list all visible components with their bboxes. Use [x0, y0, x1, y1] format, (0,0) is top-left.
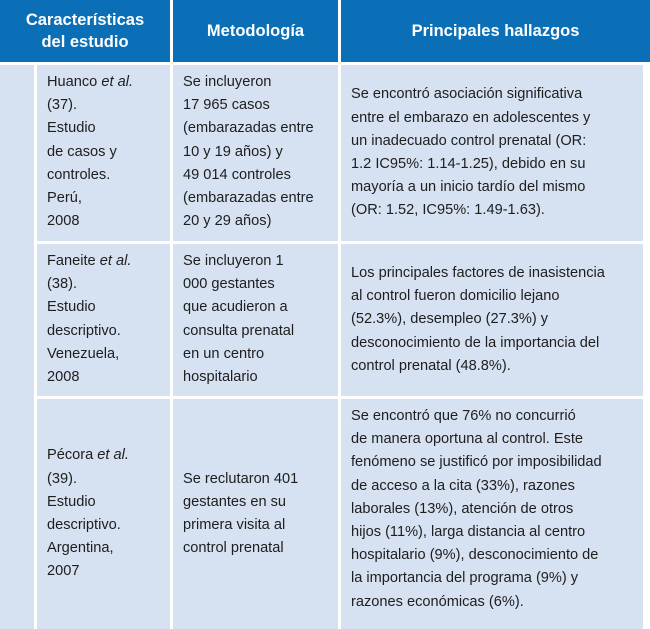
findings-line: Se encontró asociación significativa [351, 86, 583, 103]
study-line: controles. [47, 166, 111, 183]
methodology-line: (embarazadas entre [183, 190, 314, 207]
study-line: descriptivo. [47, 517, 121, 533]
header-text: Principales hallazgos [411, 22, 580, 40]
methodology-cell [173, 244, 338, 396]
findings-line: de manera oportuna al control. Este [351, 431, 584, 448]
header-text: Características [25, 11, 145, 29]
study-line: 2008 [47, 369, 80, 386]
findings-line: (52.3%), desempleo (27.3%) y [351, 311, 549, 328]
findings-cell [341, 65, 643, 241]
study-author: Pécora et al. [47, 447, 129, 464]
header-text: Metodología [206, 22, 305, 40]
study-line: Venezuela, [47, 345, 120, 362]
study-author: Faneite et al. [47, 253, 132, 269]
findings-line: hospitalario (9%), desconocimiento de [351, 547, 599, 564]
methodology-line: 17 965 casos [183, 97, 270, 114]
findings-cell [341, 399, 643, 629]
findings-cell [341, 244, 643, 396]
study-author: Huanco et al. [47, 74, 133, 90]
side-strip [0, 65, 34, 629]
study-line: 2008 [47, 213, 80, 230]
study-line: Argentina, [47, 540, 114, 557]
methodology-cell [173, 399, 338, 629]
study-line: (37). [47, 97, 78, 114]
findings-line: control prenatal (48.8%). [351, 357, 511, 374]
study-line: Estudio [47, 299, 96, 316]
findings-line: un inadecuado control prenatal (OR: [351, 132, 587, 149]
study-cell [37, 244, 170, 396]
methodology-line: que acudieron a [183, 299, 288, 316]
findings-line: entre el embarazo en adolescentes y [351, 109, 591, 126]
study-line: descriptivo. [47, 322, 121, 339]
study-line: (39). [47, 470, 78, 487]
findings-line: razones económicas (6%). [351, 593, 524, 610]
findings-line: (OR: 1.52, IC95%: 1.49-1.63). [351, 202, 545, 219]
findings-line: la importancia del programa (9%) y [351, 570, 579, 587]
methodology-line: en un centro [183, 345, 265, 362]
methodology-line: consulta prenatal [183, 322, 295, 339]
methodology-line: (embarazadas entre [183, 120, 314, 137]
methodology-line: Se incluyeron 1 [183, 253, 284, 269]
study-line: de casos y [47, 143, 117, 160]
header-study-characteristics [0, 0, 170, 62]
study-line: Estudio [47, 120, 96, 137]
findings-line: de acceso a la cita (33%), razones [351, 477, 575, 494]
findings-line: hijos (11%), larga distancia al centro [351, 524, 586, 541]
methodology-line: 000 gestantes [183, 276, 275, 293]
study-line: Estudio [47, 493, 96, 510]
methodology-line: primera visita al [183, 517, 286, 533]
findings-line: laborales (13%), atención de otros [351, 500, 574, 517]
study-cell [37, 399, 170, 629]
methodology-line: Se incluyeron [183, 74, 272, 90]
methodology-line: 20 y 29 años) [183, 213, 272, 230]
findings-line: Los principales factores de inasistencia [351, 264, 605, 281]
study-line: (38). [47, 276, 78, 293]
methodology-line: hospitalario [183, 369, 258, 386]
header-text: del estudio [41, 33, 129, 51]
methodology-line: 49 014 controles [183, 166, 291, 183]
findings-line: mayoría a un inicio tardío del mismo [351, 179, 586, 196]
study-line: 2007 [47, 563, 80, 580]
methodology-line: 10 y 19 años) y [183, 143, 283, 160]
methodology-line: control prenatal [183, 540, 284, 557]
study-line: Perú, [47, 190, 82, 207]
findings-line: Se encontró que 76% no concurrió [351, 408, 576, 424]
study-cell [37, 65, 170, 241]
findings-line: al control fueron domicilio lejano [351, 288, 560, 305]
findings-line: 1.2 IC95%: 1.14-1.25), debido en su [351, 156, 586, 172]
findings-line: fenómeno se justificó por imposibilidad [351, 454, 602, 471]
methodology-line: Se reclutaron 401 [183, 470, 299, 487]
methodology-line: gestantes en su [183, 493, 287, 510]
header-main-findings [341, 0, 650, 62]
methodology-cell [173, 65, 338, 241]
findings-line: desconocimiento de la importancia del [351, 334, 600, 351]
header-methodology [173, 0, 338, 62]
